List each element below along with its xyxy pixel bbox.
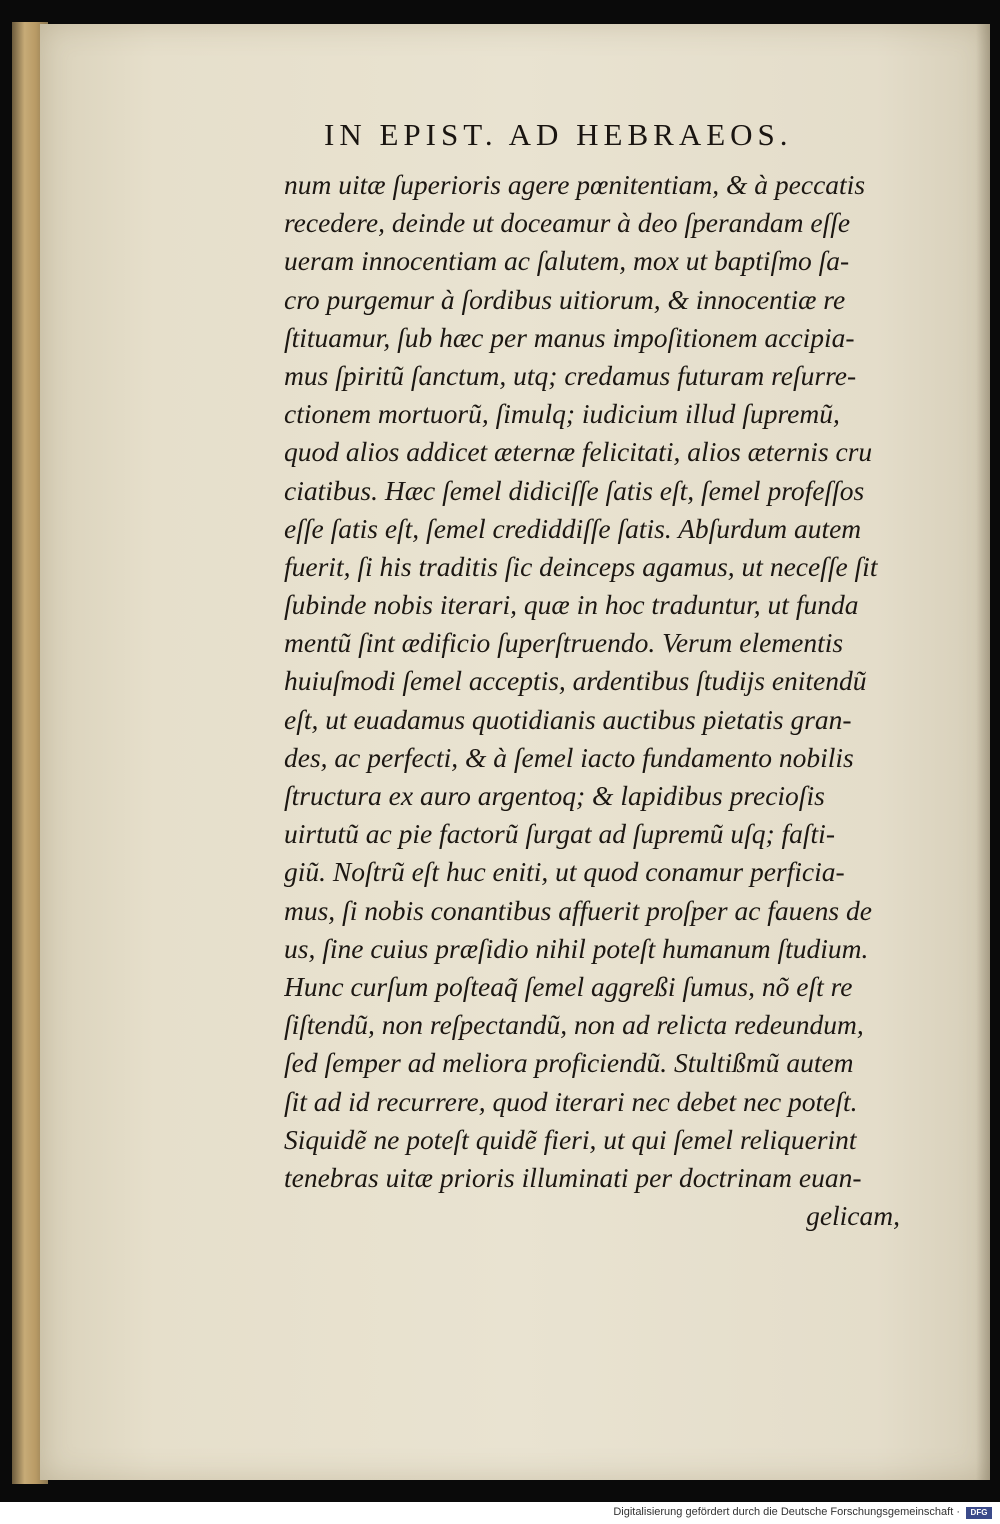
text-line: Hunc curſum poſteaq̃ ſemel aggreßi ſumus, nõ eſt re [284, 970, 853, 1002]
text-line: us, ſine cuius præſidio nihil poteſt humanum ſtudium. [284, 932, 869, 964]
text-line: ſed ſemper ad meliora proficiendũ. Stultißmũ autem [284, 1047, 854, 1079]
catchword: gelicam, [806, 1200, 900, 1232]
text-line: quod alios addicet æternæ felicitati, alios æternis cru [284, 436, 873, 468]
text-line: uirtutũ ac pie factorũ ſurgat ad ſupremũ uſq; faſti- [284, 818, 835, 850]
text-line: cro purgemur à ſordibus uitiorum, & innocentiæ re [284, 283, 846, 315]
text-line: eſſe ſatis eſt, ſemel crediddiſſe ſatis. Abſurdum autem [284, 512, 862, 544]
text-line: des, ac perfecti, & à ſemel iacto fundamento nobilis [284, 741, 854, 773]
text-block [284, 166, 914, 1235]
text-line: Siquidẽ ne poteſt quidẽ fieri, ut qui ſemel reliquerint [284, 1123, 857, 1155]
dfg-logo: DFG [966, 1507, 992, 1519]
text-line: ſit ad id recurrere, quod iterari nec debet nec poteſt. [284, 1085, 858, 1117]
running-head: IN EPIST. AD HEBRAEOS. [324, 117, 793, 152]
text-line: eſt, ut euadamus quotidianis auctibus pietatis gran- [284, 703, 852, 735]
text-line: ſtructura ex auro argentoq; & lapidibus precioſis [284, 780, 825, 811]
text-line: ciatibus. Hæc ſemel didiciſſe ſatis eſt, ſemel profeſſos [284, 474, 865, 506]
text-line: num uitæ ſuperioris agere pœnitentiam, & à peccatis [284, 169, 866, 200]
text-line: mus, ſi nobis conantibus affuerit proſper ac fauens de [284, 894, 872, 926]
text-line: huiuſmodi ſemel acceptis, ardentibus ſtudijs enitendũ [284, 665, 867, 697]
footer-credit: Digitalisierung gefördert durch die Deutsche Forschungsgemeinschaft · [613, 1506, 960, 1518]
text-line: ueram innocentiam ac ſalutem, mox ut baptiſmo ſa- [284, 245, 850, 277]
page-shadow [976, 24, 990, 1480]
text-line: mus ſpiritũ ſanctum, utq; credamus futuram reſurre- [284, 359, 857, 391]
text-line: ſiſtendũ, non reſpectandũ, non ad relicta redeundum, [284, 1009, 864, 1041]
text-line: recedere, deinde ut doceamur à deo ſperandam eſſe [284, 207, 851, 239]
text-line: ſubinde nobis iterari, quæ in hoc traduntur, ut funda [284, 589, 859, 621]
text-line: ſtituamur, ſub hæc per manus impoſitionem accipia- [284, 321, 855, 353]
text-line: giũ. Noſtrũ eſt huc eniti, ut quod conamur perficia- [284, 856, 845, 888]
footer-bar [0, 1502, 1000, 1524]
text-line: tenebras uitæ prioris illuminati per doctrinam euan- [284, 1161, 862, 1193]
text-line: fuerit, ſi his traditis ſic deinceps agamus, ut neceſſe ſit [284, 550, 878, 582]
text-line: mentũ ſint ædificio ſuperſtruendo. Verum elementis [284, 627, 844, 659]
text-line: ctionem mortuorũ, ſimulq; iudicium illud ſupremũ, [284, 398, 840, 430]
